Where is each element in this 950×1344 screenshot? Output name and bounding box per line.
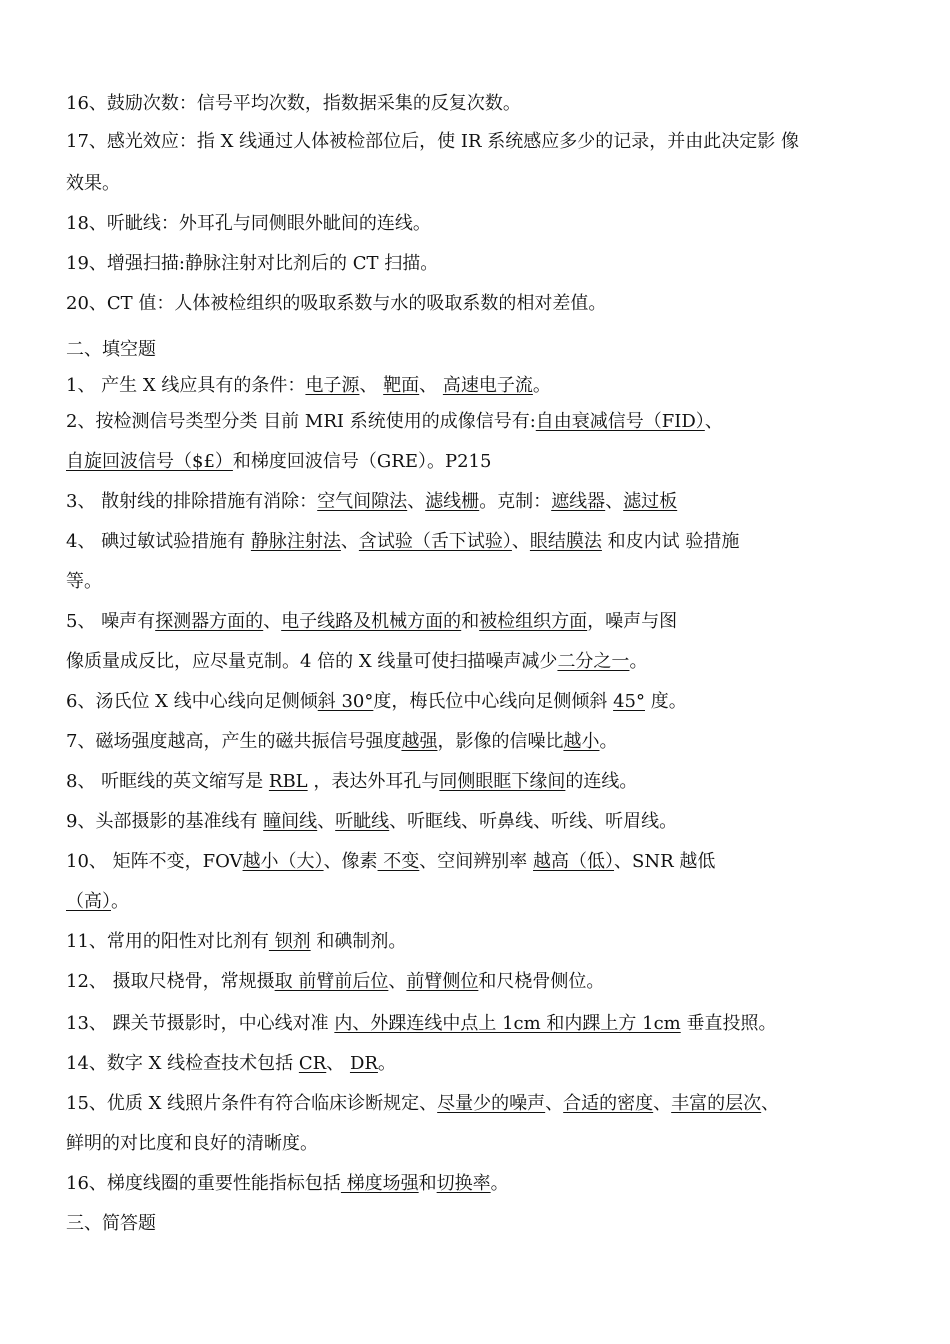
underlined-answer: 滤线栅	[425, 491, 480, 512]
text-line	[66, 530, 739, 554]
text-segment: 、	[340, 531, 359, 552]
underlined-answer: 丰富的层次	[671, 1093, 762, 1114]
text-segment: 、	[653, 1093, 672, 1114]
text-segment: ，噪声与图	[587, 611, 678, 632]
text-segment: 等。	[66, 571, 102, 592]
text-line	[66, 92, 521, 116]
text-segment: 垂直投照。	[680, 1013, 777, 1034]
text-segment: 1、 产生 X 线应具有的条件：	[66, 375, 306, 396]
text-line	[66, 610, 677, 634]
text-segment: 和	[418, 1173, 437, 1194]
text-segment: 、SNR 越低	[614, 851, 716, 872]
underlined-answer: 越小	[563, 731, 600, 752]
text-segment: 19、增强扫描:静脉注射对比剂后的 CT 扫描。	[66, 253, 439, 274]
text-segment: 15、优质 X 线照片条件有符合临床诊断规定、	[66, 1093, 438, 1114]
text-segment: 像质量成反比，应尽量克制。4 倍的 X 线量可使扫描噪声减少	[66, 651, 558, 672]
underlined-answer: 静脉注射法	[250, 531, 341, 552]
underlined-answer: 遮线器	[551, 491, 606, 512]
underlined-answer: DR	[349, 1053, 378, 1074]
text-segment: 。	[111, 891, 129, 912]
underlined-answer: 取 前臂前后位	[274, 971, 389, 992]
text-line	[66, 730, 617, 754]
text-segment: 鲜明的对比度和良好的清晰度。	[66, 1133, 318, 1154]
underlined-answer: 滤过板	[623, 491, 678, 512]
text-segment: 16、鼓励次数：信号平均次数，指数据采集的反复次数。	[66, 93, 521, 114]
text-segment: 的连线。	[565, 771, 638, 792]
text-segment: 和	[461, 611, 480, 632]
text-segment: 三、简答题	[66, 1213, 156, 1234]
underlined-answer: 内、外踝连线中点上 1cm 和内踝上方 1cm	[334, 1013, 681, 1034]
text-line	[66, 338, 156, 362]
text-segment: 和尺桡骨侧位。	[478, 971, 605, 992]
text-segment: 、	[263, 611, 282, 632]
text-line	[66, 490, 677, 514]
text-line	[66, 374, 551, 398]
text-segment: 14、数字 X 线检查技术包括	[66, 1053, 299, 1074]
text-line	[66, 1092, 779, 1116]
underlined-answer: 越小（大）	[242, 851, 324, 872]
underlined-answer: 同侧眼眶下缘间	[439, 771, 566, 792]
underlined-answer: 越强	[401, 731, 438, 752]
text-line	[66, 1132, 318, 1156]
text-segment: 二、填空题	[66, 339, 156, 360]
underlined-answer: 45°	[613, 691, 645, 712]
text-segment: 17、感光效应：指 X 线通过人体被检部位后，使 IR 系统感应多少的记录，并由此决定影 像	[66, 131, 799, 152]
underlined-answer: 前臂侧位	[406, 971, 479, 992]
text-segment: 、听眶线、听鼻线、听线、听眉线。	[389, 811, 678, 832]
text-line	[66, 410, 723, 434]
underlined-answer: 二分之一	[557, 651, 630, 672]
text-segment: 18、听眦线：外耳孔与同侧眼外眦间的连线。	[66, 213, 431, 234]
underlined-answer: 靶面	[383, 375, 420, 396]
text-segment: 8、 听眶线的英文缩写是	[66, 771, 269, 792]
text-segment: 20、CT 值：人体被检组织的吸取系数与水的吸取系数的相对差值。	[66, 293, 607, 314]
underlined-answer: 自旋回波信号（$£）	[66, 451, 233, 472]
text-segment: 。	[629, 651, 648, 672]
text-line	[66, 850, 715, 874]
text-line	[66, 252, 438, 276]
text-segment: 和皮内试 验措施	[601, 531, 740, 552]
text-segment: 7、磁场强度越高，产生的磁共振信号强度	[66, 731, 402, 752]
text-line	[66, 1052, 396, 1076]
text-segment: 10、 矩阵不变，FOV	[66, 851, 243, 872]
text-segment: ，影像的信噪比	[437, 731, 564, 752]
text-line	[66, 890, 129, 914]
text-segment: 、	[317, 811, 336, 832]
text-segment: 、	[419, 375, 443, 396]
text-segment: 、	[407, 491, 426, 512]
text-segment: 、	[511, 531, 530, 552]
text-segment: 4、 碘过敏试验措施有	[66, 531, 251, 552]
text-segment: 16、梯度线圈的重要性能指标包括	[66, 1173, 341, 1194]
underlined-answer: 尽量少的噪声	[437, 1093, 546, 1114]
underlined-answer: 空气间隙法	[317, 491, 408, 512]
text-segment: 度，梅氏位中心线向足侧倾斜	[373, 691, 614, 712]
text-segment: 11、常用的阳性对比剂有	[66, 931, 269, 952]
underlined-answer: 越高（低）	[533, 851, 615, 872]
underlined-answer: 电子线路及机械方面的	[281, 611, 462, 632]
text-line	[66, 570, 102, 594]
text-line	[66, 810, 677, 834]
text-segment: 、	[545, 1093, 564, 1114]
text-segment: 13、 踝关节摄影时，中心线对准	[66, 1013, 335, 1034]
underlined-answer: 高速电子流	[442, 375, 533, 396]
text-line	[66, 1172, 509, 1196]
underlined-answer: 合适的密度	[563, 1093, 654, 1114]
underlined-answer: 瞳间线	[263, 811, 318, 832]
underlined-answer: 梯度场强	[340, 1173, 419, 1194]
underlined-answer: （高）	[66, 891, 111, 912]
text-line	[66, 292, 606, 316]
text-line	[66, 450, 491, 474]
text-line	[66, 690, 687, 714]
underlined-answer: 钡剂	[268, 931, 311, 952]
text-segment: 3、 散射线的排除措施有消除：	[66, 491, 318, 512]
text-line	[66, 172, 120, 196]
text-segment: 和梯度回波信号（GRE）。P215	[232, 451, 492, 472]
underlined-answer: 听眦线	[335, 811, 390, 832]
text-line	[66, 650, 647, 674]
text-segment: 5、 噪声有	[66, 611, 156, 632]
underlined-answer: CR	[298, 1053, 327, 1074]
text-segment: 6、汤氏位 X 线中心线向足侧倾	[66, 691, 318, 712]
text-segment: 。	[377, 1053, 396, 1074]
text-line	[66, 1212, 156, 1236]
underlined-answer: 斜 30°	[317, 691, 374, 712]
text-segment: 、	[326, 1053, 350, 1074]
underlined-answer: 切换率	[436, 1173, 491, 1194]
underlined-answer: 眼结膜法	[529, 531, 602, 552]
text-segment: 。	[490, 1173, 509, 1194]
text-segment: 、	[359, 375, 384, 396]
text-segment: 、	[761, 1093, 780, 1114]
text-segment: 。克制：	[479, 491, 552, 512]
text-segment: 9、头部摄影的基准线有	[66, 811, 264, 832]
text-segment: 和碘制剂。	[310, 931, 407, 952]
underlined-answer: 不变	[377, 851, 420, 872]
text-segment: 、像素	[323, 851, 378, 872]
text-segment: 效果。	[66, 173, 120, 194]
text-segment: 12、 摄取尺桡骨，常规摄	[66, 971, 275, 992]
text-segment: ，表达外耳孔与	[307, 771, 440, 792]
text-segment: 2、按检测信号类型分类 目前 MRI 系统使用的成像信号有:	[66, 411, 536, 432]
underlined-answer: 探测器方面的	[155, 611, 264, 632]
text-line	[66, 770, 637, 794]
text-segment: 、空间辨别率	[419, 851, 534, 872]
text-segment: 、	[704, 411, 723, 432]
underlined-answer: RBL	[268, 771, 308, 792]
text-line	[66, 1012, 776, 1036]
underlined-answer: 自由衰减信号（FID）	[535, 411, 705, 432]
text-line	[66, 970, 604, 994]
text-segment: 、	[605, 491, 624, 512]
text-segment: 度。	[645, 691, 687, 712]
underlined-answer: 电子源	[305, 375, 360, 396]
text-line	[66, 930, 406, 954]
text-line	[66, 212, 431, 236]
text-line	[66, 130, 799, 154]
text-segment: 。	[532, 375, 551, 396]
underlined-answer: 含试验（舌下试验）	[358, 531, 512, 552]
underlined-answer: 被检组织方面	[479, 611, 588, 632]
text-segment: 、	[388, 971, 407, 992]
text-segment: 。	[599, 731, 618, 752]
